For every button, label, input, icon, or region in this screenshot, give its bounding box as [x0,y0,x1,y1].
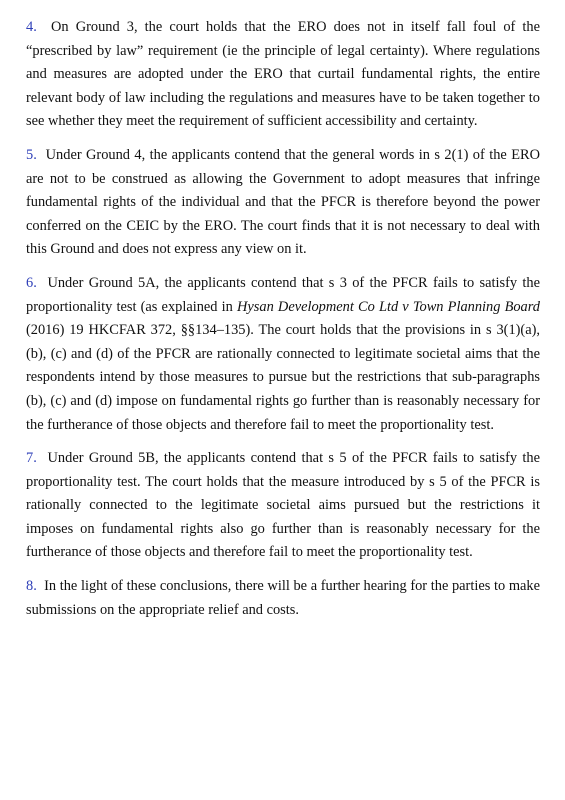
paragraph-text-continued: (2016) 19 HKCFAR 372, §§134–135). The court holds that the provisions in s 3(1)(a), (b), (c) and (d) of the PFCR are rationally connected to legitimate societal aims that the respondents intend by those measures to pursue but the restrictions that sub-paragraphs (b), (c) and (d) impose on fundamental rights go further than is reasonably necessary for the furtherance of those objects and therefore fail to meet the proportionality test. [26,322,540,433]
paragraph-number: 6. [26,274,37,291]
judgment-page [26,16,540,632]
paragraph-number: 4. [26,19,37,35]
paragraph-text: Under Ground 5B, the applicants contend that s 5 of the PFCR fails to satisfy the proportionality test. The court holds that the measure introduced by s 5 of the PFCR is rationally connected to the legitimate societal aims pursued but the restrictions it imposes on fundamental rights also go further than is reasonably necessary for the furtherance of those objects and therefore fail to meet the proportionality test. [26,450,541,561]
paragraph-number: 8. [26,578,37,595]
paragraph-4 [26,16,540,134]
paragraph-text: Under Ground 4, the applicants contend that the general words in s 2(1) of the ERO are not to be construed as allowing the Government to adopt measures that infringe fundamental rights of the individual and that the PFCR is therefore beyond the power conferred on the CEIC by the ERO. The court finds that it is not necessary to deal with this Ground and does not express any view on it. [26,146,540,258]
paragraph-8 [26,575,540,622]
paragraph-6 [26,272,540,437]
paragraph-5 [26,144,540,262]
paragraph-7 [26,447,540,565]
paragraph-text: In the light of these conclusions, there will be a further hearing for the parties to make submissions on the appropriate relief and costs. [26,578,540,618]
paragraph-number: 7. [26,450,37,467]
paragraph-number: 5. [26,146,37,163]
paragraph-text: Under Ground 5A, the applicants contend that s 3 of the PFCR fails to satisfy the proportionality test (as explained in [26,274,541,315]
case-citation: Hysan Development Co Ltd v Town Planning Board [237,298,541,315]
paragraph-text: On Ground 3, the court holds that the ERO does not in itself fall foul of the “prescribed by law” requirement (ie the principle of legal certainty). Where regulations and measures are adopted under the ERO that curtail fundamental rights, the entire relevant body of law including the regulations and measures have to be taken together to see whether they meet the requirement of sufficient accessibility and certainty. [26,19,540,130]
